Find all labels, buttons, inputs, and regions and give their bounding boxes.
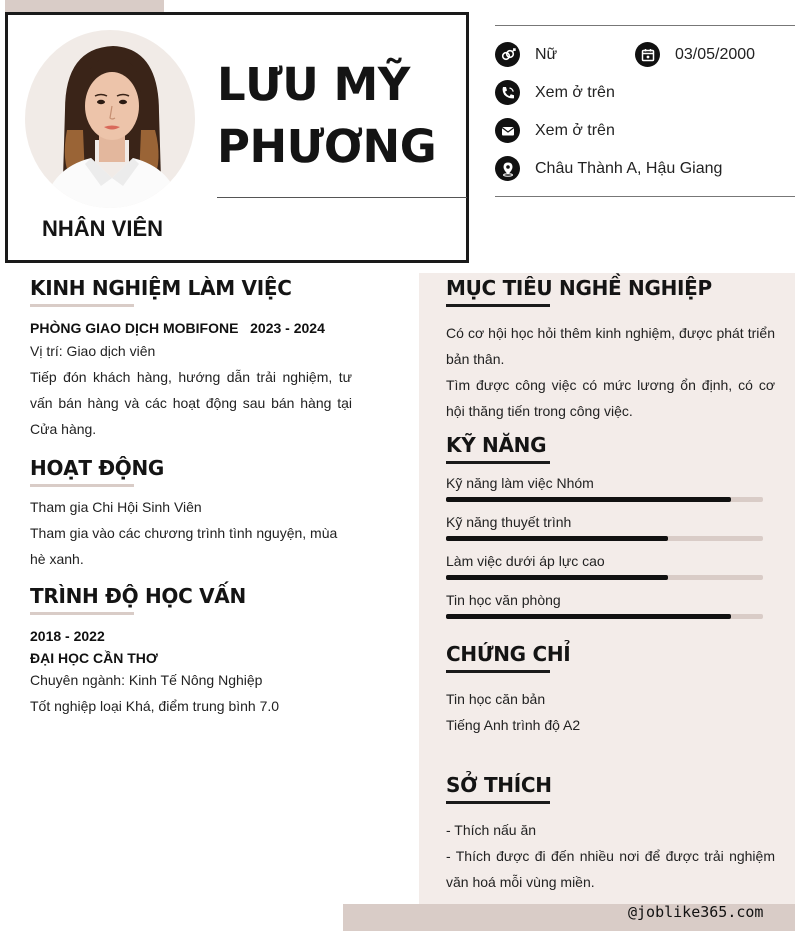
- skill-bar-track: [446, 614, 763, 619]
- experience-company-line: [30, 320, 352, 336]
- email-value[interactable]: Xem ở trên: [535, 122, 615, 139]
- address-value: Châu Thành A, Hậu Giang: [535, 160, 723, 177]
- skills-section: [446, 433, 775, 631]
- skills-title: KỸ NĂNG: [446, 433, 547, 457]
- education-result: Tốt nghiệp loại Khá, điểm trung bình 7.0: [30, 698, 280, 714]
- skill-label: Kỹ năng làm việc Nhóm: [446, 475, 594, 491]
- objective-title: MỤC TIÊU NGHỀ NGHIỆP: [446, 276, 712, 300]
- contact-bottom-rule: [495, 196, 795, 197]
- activities-rule: [30, 484, 134, 487]
- objective-item: Có cơ hội học hỏi thêm kinh nghiệm, được phát triển bản thân.: [446, 325, 775, 367]
- education-section: [30, 584, 352, 719]
- skill-row: [446, 475, 775, 514]
- profile-photo: [25, 30, 195, 208]
- certificate-item: Tiếng Anh trình độ A2: [446, 717, 581, 733]
- hobbies-section: [446, 773, 775, 895]
- calendar-icon: [635, 42, 660, 67]
- certificates-section: [446, 642, 775, 738]
- education-title: TRÌNH ĐỘ HỌC VẤN: [30, 584, 246, 608]
- experience-period: 2023 - 2024: [250, 320, 325, 336]
- location-icon: [495, 156, 520, 181]
- experience-position: Vị trí: Giao dịch viên: [30, 343, 156, 359]
- skill-bar-fill: [446, 536, 668, 541]
- full-name: [217, 54, 457, 178]
- skill-bar-track: [446, 536, 763, 541]
- education-rule: [30, 612, 134, 615]
- name-line-2: PHƯƠNG: [217, 120, 437, 173]
- phone-icon: [495, 80, 520, 105]
- objective-section: [446, 276, 775, 424]
- skill-row: [446, 592, 775, 631]
- gender-value: Nữ: [535, 46, 558, 63]
- skill-bar-fill: [446, 614, 731, 619]
- hobbies-title: SỞ THÍCH: [446, 773, 552, 797]
- phone-value[interactable]: Xem ở trên: [535, 84, 615, 101]
- contact-top-rule: [495, 25, 795, 26]
- skill-bar-track: [446, 497, 763, 502]
- skill-row: [446, 553, 775, 592]
- email-icon: [495, 118, 520, 143]
- experience-title: KINH NGHIỆM LÀM VIỆC: [30, 276, 292, 300]
- education-period: 2018 - 2022: [30, 628, 105, 644]
- objective-item: Tìm được công việc có mức lương ổn định, có cơ hội thăng tiến trong công việc.: [446, 377, 775, 419]
- skill-label: Kỹ năng thuyết trình: [446, 514, 572, 530]
- education-major: Chuyên ngành: Kinh Tế Nông Nghiệp: [30, 672, 263, 688]
- job-role: NHÂN VIÊN: [42, 216, 164, 241]
- hobby-item: - Thích được đi đến nhiều nơi để được trải nghiệm văn hoá mỗi vùng miền.: [446, 848, 775, 890]
- experience-rule: [30, 304, 134, 307]
- gender-icon: [495, 42, 520, 67]
- skill-bar-fill: [446, 575, 668, 580]
- dob-value: 03/05/2000: [675, 46, 756, 63]
- experience-description: Tiếp đón khách hàng, hướng dẫn trải nghiệm, tư vấn bán hàng và các hoạt động sau bán hàng tại Cửa hàng.: [30, 369, 352, 437]
- activities-title: HOẠT ĐỘNG: [30, 456, 165, 480]
- name-divider: [217, 197, 467, 198]
- skill-label: Làm việc dưới áp lực cao: [446, 553, 605, 569]
- education-school: ĐẠI HỌC CẦN THƠ: [30, 650, 158, 666]
- experience-section: [30, 276, 352, 442]
- experience-company: PHÒNG GIAO DỊCH MOBIFONE: [30, 320, 239, 336]
- hobby-item: - Thích nấu ăn: [446, 822, 537, 838]
- skills-list: [446, 475, 775, 631]
- skill-row: [446, 514, 775, 553]
- watermark: @joblike365.com: [628, 903, 764, 921]
- hobbies-rule: [446, 801, 550, 804]
- skill-bar-fill: [446, 497, 731, 502]
- certificates-rule: [446, 670, 550, 673]
- activities-section: [30, 456, 352, 572]
- skills-rule: [446, 461, 550, 464]
- activity-item: Tham gia vào các chương trình tình nguyện, mùa hè xanh.: [30, 525, 338, 567]
- certificates-title: CHỨNG CHỈ: [446, 642, 571, 666]
- skill-label: Tin học văn phòng: [446, 592, 561, 608]
- skill-bar-track: [446, 575, 763, 580]
- certificate-item: Tin học căn bản: [446, 691, 546, 707]
- objective-rule: [446, 304, 550, 307]
- name-line-1: LƯU MỸ: [217, 58, 410, 111]
- activity-item: Tham gia Chi Hội Sinh Viên: [30, 499, 202, 515]
